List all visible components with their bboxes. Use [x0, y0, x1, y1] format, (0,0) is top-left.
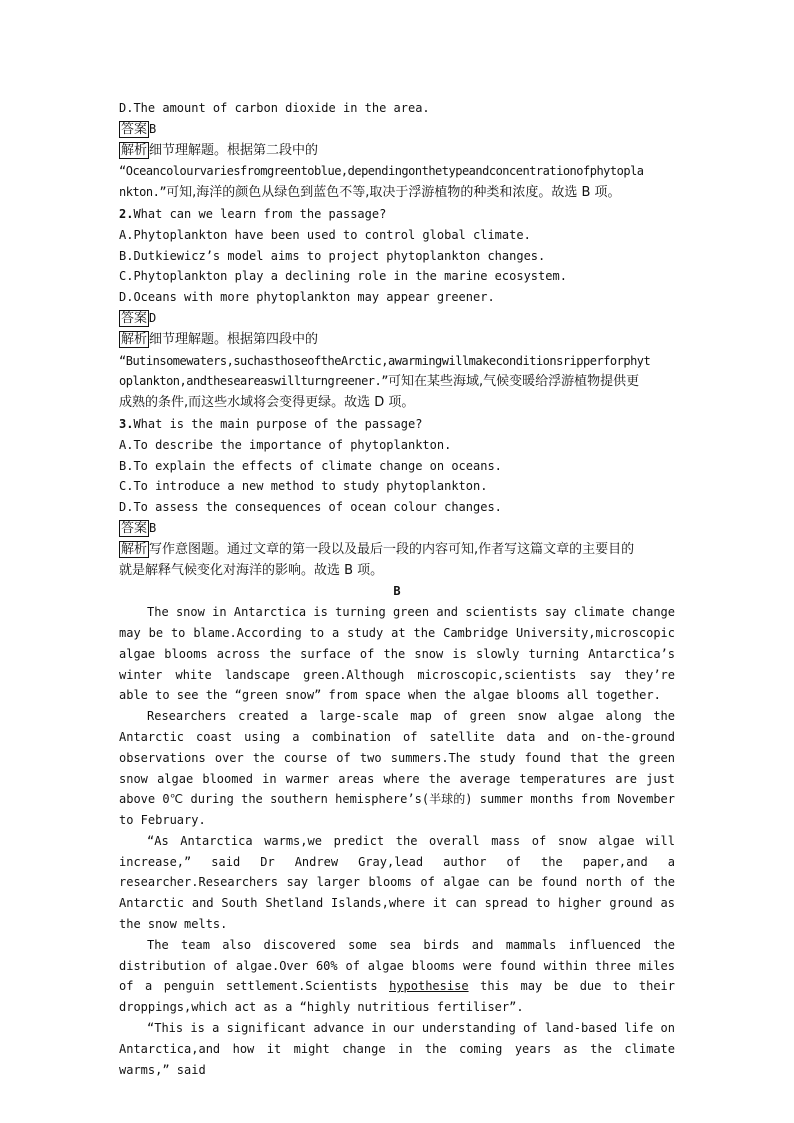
- q2-analysis-rest2: 成熟的条件,而这些水域将会变得更绿。故选 D 项。: [119, 395, 415, 411]
- q2-analysis-quote-end: oplankton,andtheseareaswillturngreener.”: [119, 374, 388, 389]
- q2-answer-line: [119, 308, 675, 329]
- q1-analysis-lead: 细节理解题。根据第二段中的: [149, 142, 319, 158]
- q1-analysis-line: [119, 140, 675, 162]
- q2-number: 2.: [119, 206, 134, 221]
- q1-analysis-end-line: [119, 182, 675, 204]
- q3-answer: B: [149, 520, 157, 535]
- q1-analysis-rest: 可知,海洋的颜色从绿色到蓝色不等,取决于浮游植物的种类和浓度。故选 B 项。: [166, 185, 621, 201]
- q3-analysis-line1: 写作意图题。通过文章的第一段以及最后一段的内容可知,作者写这篇文章的主要目的: [149, 541, 635, 557]
- q2-option-a: A.Phytoplankton have been used to control global climate.: [119, 227, 531, 242]
- q3-option-d: D.To assess the consequences of ocean colour changes.: [119, 500, 502, 515]
- q2-option-b: B.Dutkiewicz’s model aims to project phytoplankton changes.: [119, 248, 546, 263]
- answer-tag: 答案: [121, 520, 148, 536]
- q3-question: What is the main purpose of the passage?: [133, 416, 423, 431]
- q2-analysis-lead: 细节理解题。根据第四段中的: [149, 331, 319, 347]
- q3-option-c: C.To introduce a new method to study phytoplankton.: [119, 479, 488, 494]
- q2-answer: D: [149, 310, 157, 325]
- section-heading: B: [393, 584, 401, 599]
- underlined-word: hypothesise: [389, 979, 469, 994]
- q3-analysis-line: [119, 539, 675, 561]
- q3-number: 3.: [119, 416, 134, 431]
- q2-question-line: [119, 204, 675, 225]
- q2-option-d: D.Oceans with more phytoplankton may appear greener.: [119, 290, 495, 305]
- document-content: [119, 98, 675, 1080]
- passage-paragraph-5: “This is a significant advance in our understanding of land-based life on Antarctica,and how it might change in the coming years as the climate warms,” said: [119, 1021, 675, 1077]
- analysis-tag: 解析: [121, 142, 148, 158]
- passage-paragraph-3: “As Antarctica warms,we predict the overall mass of snow algae will increase,” said Dr Andrew Gray,lead author of the paper,and a researcher.Researchers say larger blooms of algae can be found north of the Antarctic and South Shetland Islands,where it can spread to higher ground as the snow melts.: [119, 833, 675, 932]
- q2-question: What can we learn from the passage?: [133, 206, 387, 221]
- q2-option-c: C.Phytoplankton play a declining role in the marine ecosystem.: [119, 269, 567, 284]
- passage-paragraph-1: The snow in Antarctica is turning green and scientists say climate change may be to blame.According to a study at the Cambridge University,microscopic algae blooms across the surface of the snow is slowly turning Antarctica’s winter white landscape green.Although microscopic,scientists say they’re able to see the “green snow” from space when the algae blooms all together.: [119, 605, 675, 703]
- passage-paragraph-4: The team also discovered some sea birds and mammals influenced the distribution of algae.Over 60% of algae blooms were found within three miles of a penguin settlement.Scientists hypothesise this may be due to their droppings,which act as a “highly nutritious fertiliser”.: [119, 937, 675, 1015]
- analysis-tag: 解析: [121, 331, 148, 347]
- q2-analysis-end-line: [119, 371, 675, 393]
- passage-paragraph-2: Researchers created a large-scale map of green snow algae along the Antarctic coast using a combination of satellite data and on-the-ground observations over the course of two summers.The study found that the green snow algae bloomed in warmer areas where the average temperatures are just above 0℃ during the southern hemisphere’s(半球的) summer months from November to February.: [119, 709, 675, 828]
- analysis-tag: 解析: [121, 541, 148, 557]
- answer-tag: 答案: [121, 310, 148, 326]
- q2-analysis-line: [119, 329, 675, 351]
- q2-analysis-rest1: 可知在某些海域,气候变暖给浮游植物提供更: [387, 374, 640, 390]
- q1-analysis-quote: “Oceancolourvariesfromgreentoblue,dependingonthetypeandconcentrationofphytopla: [119, 164, 644, 179]
- q1-answer-line: [119, 119, 675, 140]
- q1-answer: B: [149, 121, 157, 136]
- q3-analysis-line2: 就是解释气候变化对海洋的影响。故选 B 项。: [119, 562, 384, 578]
- q1-option-d: D.The amount of carbon dioxide in the area.: [119, 101, 430, 115]
- q2-analysis-quote: “Butinsomewaters,suchasthoseoftheArctic,awarmingwillmakeconditionsripperforphyt: [119, 353, 651, 368]
- answer-tag: 答案: [121, 121, 148, 137]
- q3-option-b: B.To explain the effects of climate change on oceans.: [119, 458, 502, 473]
- q1-analysis-quote-end: nkton.”: [119, 185, 167, 200]
- q3-option-a: A.To describe the importance of phytoplankton.: [119, 437, 452, 452]
- q3-answer-line: [119, 518, 675, 539]
- q3-question-line: [119, 414, 675, 435]
